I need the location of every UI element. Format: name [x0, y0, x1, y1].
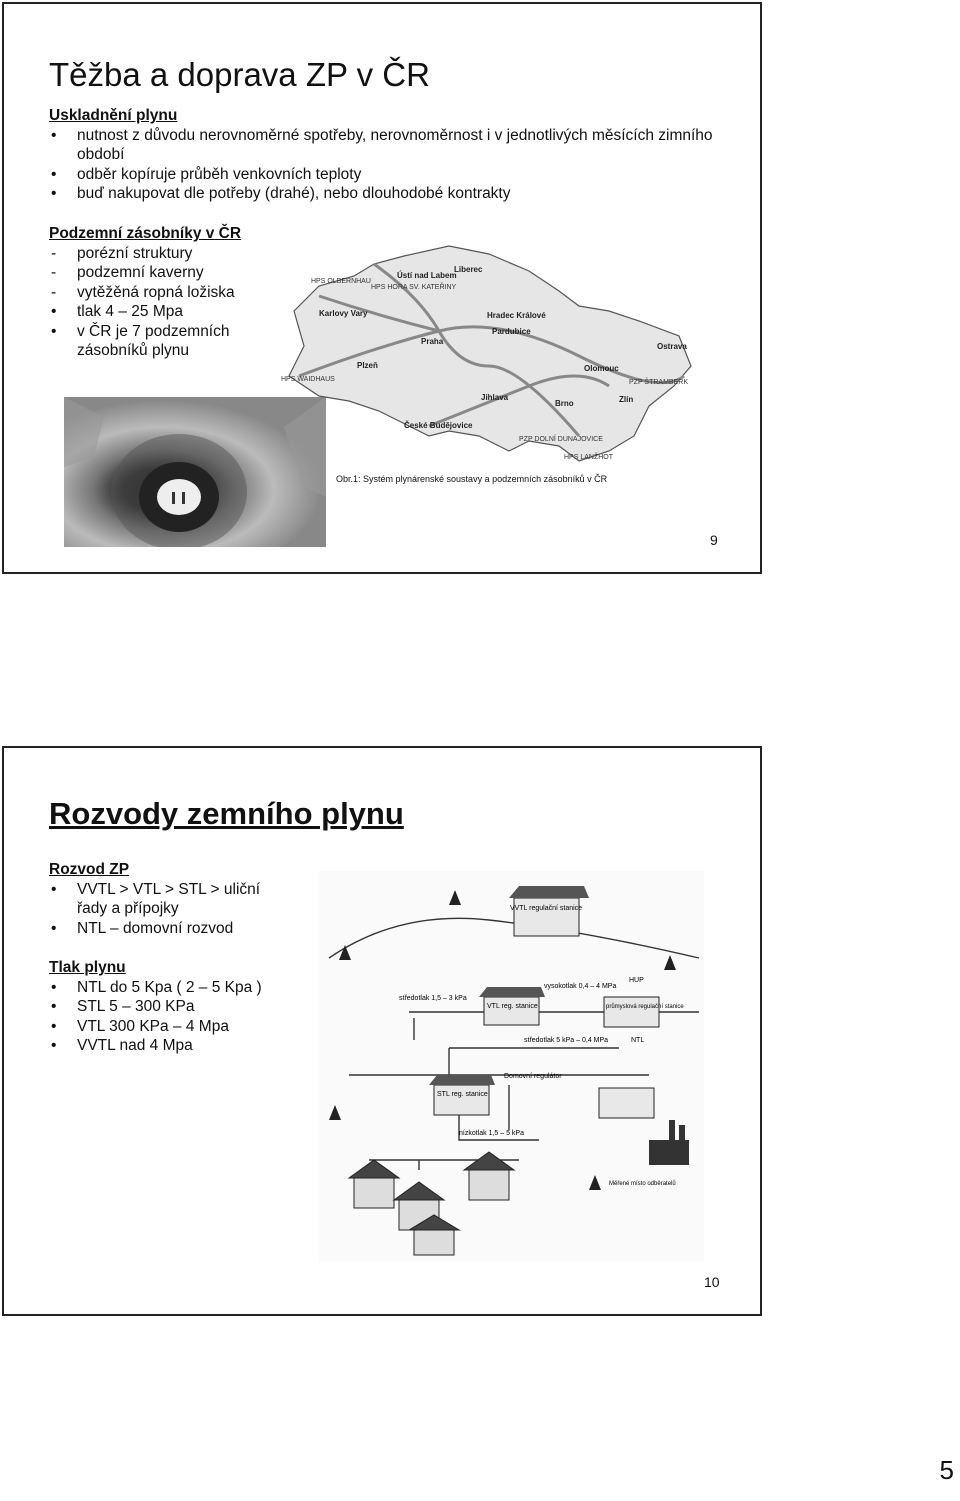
diagram-label: nízkotlak 1,5 – 5 kPa: [459, 1130, 524, 1137]
underground-storage-section: [49, 224, 279, 361]
diagram-label: VVTL regulační stanice: [509, 905, 583, 912]
city-label: České Budějovice: [404, 421, 473, 430]
diagram-label: Měřené místo odběratelů: [609, 1181, 676, 1187]
bullet-item: • odběr kopíruje průběh venkovních teploty: [49, 165, 749, 185]
bullet-item: • NTL – domovní rozvod: [49, 919, 299, 939]
diagram-label: Domovní regulátor: [504, 1073, 562, 1080]
city-label: Brno: [555, 399, 574, 408]
city-label: Zlín: [619, 395, 634, 404]
section-heading: Tlak plynu: [49, 959, 126, 976]
city-label: Karlovy Vary: [319, 309, 368, 318]
city-label: Olomouc: [584, 364, 619, 373]
distribution-diagram: [319, 870, 704, 1262]
bullet-item: • nutnost z důvodu nerovnoměrné spotřeby, nerovnoměrnost i v jednotlivých měsících zimního období: [49, 126, 737, 165]
distribution-section: [49, 860, 299, 938]
slide-9: [2, 2, 762, 574]
pressure-section: [49, 958, 309, 1056]
diagram-label: STL reg. stanice: [437, 1091, 488, 1098]
diagram-label: vysokotlak 0,4 – 4 MPa: [544, 983, 617, 990]
section-heading: Uskladnění plynu: [49, 107, 178, 124]
diagram-label: středotlak 5 kPa – 0,4 MPa: [524, 1037, 609, 1044]
storage-section: [49, 106, 749, 204]
bullet-item: • v ČR je 7 podzemních zásobníků plynu: [49, 322, 279, 361]
city-label: Jihlava: [481, 393, 509, 402]
diagram-label: středotlak 1,5 – 3 kPa: [399, 995, 467, 1002]
diagram-label: HUP: [629, 977, 644, 984]
gas-system-map: [279, 236, 694, 488]
dash-item: - podzemní kaverny: [49, 263, 279, 283]
bullet-item: • tlak 4 – 25 Mpa: [49, 302, 279, 322]
city-label: Ostrava: [657, 342, 687, 351]
section-heading: Rozvod ZP: [49, 861, 130, 878]
city-label: Ústí nad Labem: [397, 271, 457, 280]
bullet-item: • VTL 300 KPa – 4 Mpa: [49, 1017, 309, 1037]
map-label: PZP DOLNÍ DUNAJOVICE: [519, 436, 603, 443]
city-label: Praha: [421, 337, 444, 346]
map-label: HPS LANŽHOT: [564, 454, 614, 461]
map-label: PZP ŠTRAMBERK: [629, 379, 688, 386]
bullet-item: • buď nakupovat dle potřeby (drahé), nebo dlouhodobé kontrakty: [49, 184, 749, 204]
diagram-label: VTL reg. stanice: [487, 1003, 538, 1010]
bullet-item: • NTL do 5 Kpa ( 2 – 5 Kpa ): [49, 978, 309, 998]
city-label: Liberec: [454, 265, 483, 274]
slide-10: [2, 746, 762, 1316]
map-label: HPS OLBERNHAU: [311, 278, 371, 285]
diagram-label: NTL: [631, 1037, 645, 1044]
bullet-item: • VVTL > VTL > STL > uliční řady a přípojky: [49, 880, 292, 919]
city-label: Pardubice: [492, 327, 531, 336]
city-label: Plzeň: [357, 361, 378, 370]
diagram-label: průmyslová regulační stanice: [606, 1004, 684, 1010]
map-label: HPS WAIDHAUS: [281, 376, 335, 383]
bullet-item: • STL 5 – 300 KPa: [49, 997, 309, 1017]
slide-title: Těžba a doprava ZP v ČR: [49, 56, 430, 93]
page-number: 10: [704, 1274, 720, 1290]
dash-item: - vytěžěná ropná ložiska: [49, 283, 279, 303]
map-label: HPS HORA SV. KATEŘINY: [371, 284, 457, 291]
city-label: Hradec Králové: [487, 311, 546, 320]
dash-item: - porézní struktury: [49, 244, 279, 264]
sheet-number: 5: [939, 1455, 954, 1485]
section-heading: Podzemní zásobníky v ČR: [49, 225, 242, 242]
bullet-item: • VVTL nad 4 Mpa: [49, 1036, 309, 1056]
map-caption: Obr.1: Systém plynárenské soustavy a podzemních zásobníků v ČR: [336, 474, 608, 484]
page-number: 9: [710, 532, 718, 548]
slide-title: Rozvody zemního plynu: [49, 796, 404, 831]
